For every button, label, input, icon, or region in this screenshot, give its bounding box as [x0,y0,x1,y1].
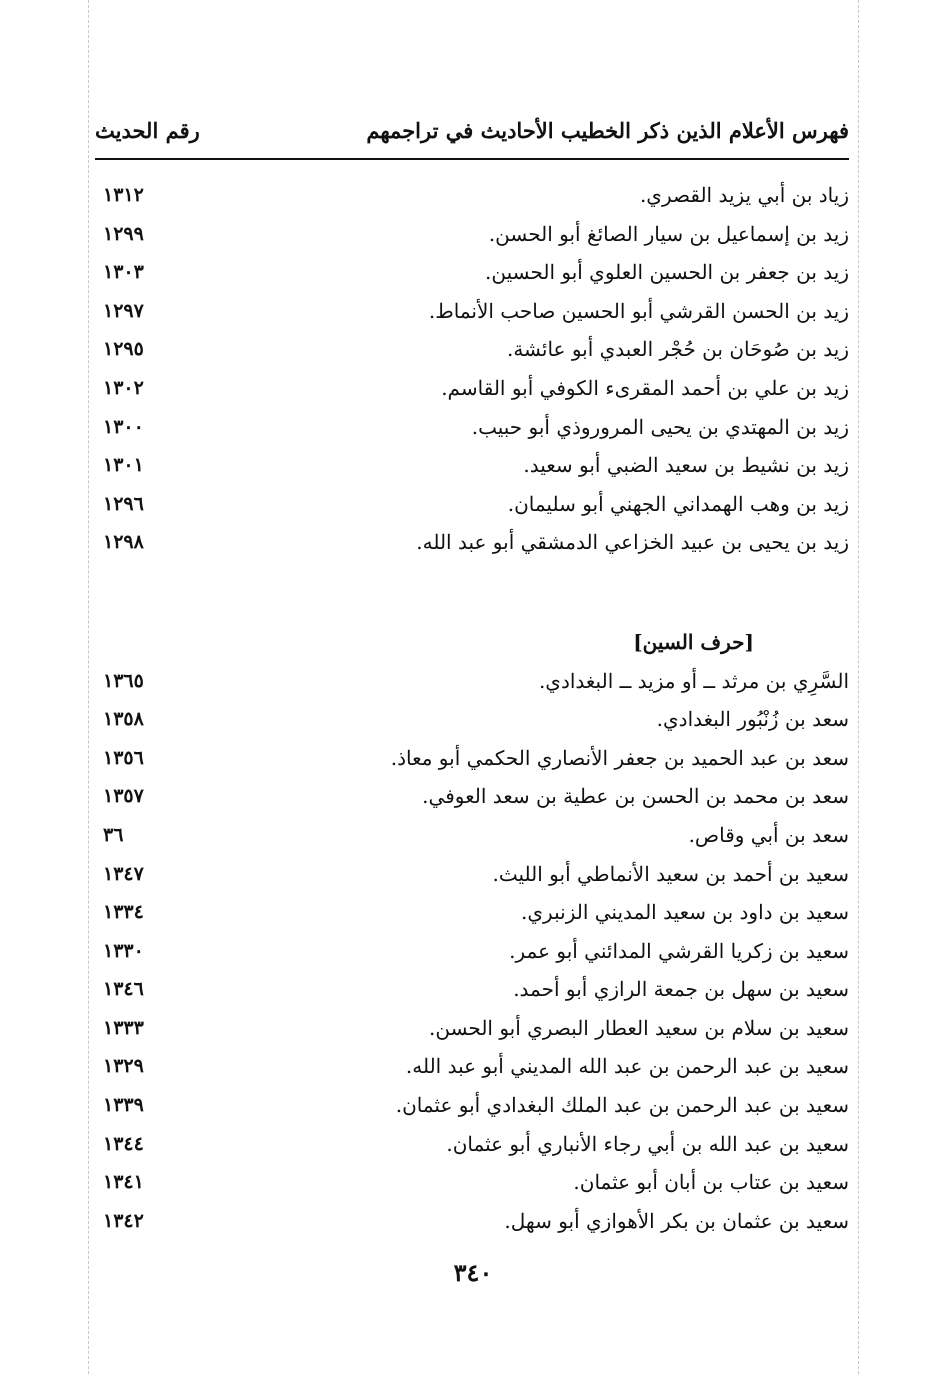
entry-name: سعيد بن عثمان بن بكر الأهوازي أبو سهل. [504,1208,849,1233]
entry-hadith-number: ١٣٠٢ [103,376,144,399]
entry-hadith-number: ١٢٩٥ [103,338,144,361]
entry-name: سعيد بن عتاب بن أبان أبو عثمان. [573,1170,849,1195]
index-entry [95,662,849,701]
index-entry [95,369,849,408]
index-entry [95,176,849,215]
entry-hadith-number: ١٣٠١ [103,454,144,477]
entries-sin-list [95,662,849,1241]
entry-hadith-number: ١٣٦٥ [103,669,144,692]
entry-name: سعيد بن أحمد بن سعيد الأنماطي أبو الليث. [492,861,849,886]
entry-hadith-number: ١٣٢٩ [103,1055,144,1078]
index-entries [95,176,849,1240]
entry-name: سعيد بن سهل بن جمعة الرازي أبو أحمد. [513,977,849,1002]
header-rule [95,158,849,160]
entry-name: زيد بن إسماعيل بن سيار الصائغ أبو الحسن. [488,221,849,246]
entry-hadith-number: ١٢٩٦ [103,492,144,515]
page-header [95,112,849,156]
entry-name: زيد بن علي بن أحمد المقرىء الكوفي أبو القاسم. [441,375,849,400]
entry-name: سعيد بن سلام بن سعيد العطار البصري أبو الحسن. [428,1015,849,1040]
index-entry [95,777,849,816]
index-entry [95,330,849,369]
entry-hadith-number: ١٣٤٦ [103,978,144,1001]
index-entry [95,816,849,855]
entry-name: سعيد بن عبد الله بن أبي رجاء الأنباري أبو عثمان. [446,1131,849,1156]
entry-name: سعيد بن عبد الرحمن بن عبد الملك البغدادي أبو عثمان. [395,1093,849,1118]
entry-name: سعد بن عبد الحميد بن جعفر الأنصاري الحكمي أبو معاذ. [390,745,849,770]
entry-name: سعد بن أبي وقاص. [688,822,849,847]
entry-hadith-number: ١٣٠٣ [103,261,144,284]
entry-hadith-number: ١٣٣٣ [103,1016,144,1039]
index-entry [95,1202,849,1241]
entry-hadith-number: ١٣١٢ [103,184,144,206]
index-entry [95,855,849,894]
section-gap [95,562,849,623]
entry-hadith-number: ١٢٩٨ [103,531,144,554]
entry-name: زياد بن أبي يزيد القصري. [639,183,849,207]
index-entry [95,739,849,778]
index-entry [95,893,849,932]
entry-name: سعيد بن عبد الرحمن بن عبد الله المديني أبو عبد الله. [405,1054,849,1079]
entry-name: سعيد بن زكريا القرشي المدائني أبو عمر. [509,938,849,963]
entry-name: سعد بن محمد بن الحسن بن عطية بن سعد العوفي. [422,784,849,809]
index-entry [95,485,849,524]
entry-name: زيد بن المهتدي بن يحيى المروروذي أبو حبيب. [471,414,849,439]
entry-hadith-number: ١٣٤١ [103,1171,144,1194]
index-entry [95,446,849,485]
entry-hadith-number: ١٣٥٨ [103,708,144,731]
entry-name: زيد بن صُوحَان بن حُجْر العبدي أبو عائشة. [506,337,849,362]
index-entry [95,1163,849,1202]
entry-name: زيد بن يحيى بن عبيد الخزاعي الدمشقي أبو عبد الله. [416,530,849,555]
index-entry [95,408,849,447]
index-entry [95,1125,849,1164]
entry-hadith-number: ١٣٤٤ [103,1132,144,1155]
entry-hadith-number: ١٣٤٧ [103,862,144,885]
entry-name: السَّرِي بن مرثد ــ أو مزيد ــ البغدادي. [538,668,849,693]
index-entry [95,523,849,562]
entry-hadith-number: ٣٦ [103,823,124,846]
index-entry [95,932,849,971]
entry-name: زيد بن وهب الهمداني الجهني أبو سليمان. [507,491,849,516]
header-title: فهرس الأعلام الذين ذكر الخطيب الأحاديث في تراجمهم [366,118,849,143]
section-heading-sin: [حرف السين] [633,629,754,654]
entry-hadith-number: ١٣٠٠ [103,415,144,438]
entry-name: سعيد بن داود بن سعيد المديني الزنبري. [521,900,849,925]
margin-guide-right [858,0,859,1374]
entry-name: سعد بن زُنْبُور البغدادي. [656,707,849,732]
entry-hadith-number: ١٣٣٠ [103,939,144,962]
entry-hadith-number: ١٢٩٧ [103,299,144,322]
entry-hadith-number: ١٢٩٩ [103,222,144,245]
index-entry [95,1009,849,1048]
entry-hadith-number: ١٣٣٤ [103,901,144,924]
index-entry [95,700,849,739]
entries-zay-list [95,176,849,562]
index-entry [95,292,849,331]
entry-hadith-number: ١٣٣٩ [103,1094,144,1117]
entry-hadith-number: ١٣٤٢ [103,1209,144,1232]
entry-name: زيد بن نشيط بن سعيد الضبي أبو سعيد. [523,453,849,478]
index-entry [95,215,849,254]
entry-hadith-number: ١٣٥٦ [103,746,144,769]
index-entry [95,1086,849,1125]
entry-name: زيد بن جعفر بن الحسين العلوي أبو الحسين. [484,260,849,285]
index-entry [95,1047,849,1086]
entry-hadith-number: ١٣٥٧ [103,785,144,808]
header-number-column-label: رقم الحديث [95,118,200,143]
entry-name: زيد بن الحسن القرشي أبو الحسين صاحب الأنماط. [428,298,849,323]
page-number: ٣٤٠ [453,1258,493,1287]
margin-guide-left [88,0,89,1374]
index-entry [95,253,849,292]
index-entry [95,970,849,1009]
